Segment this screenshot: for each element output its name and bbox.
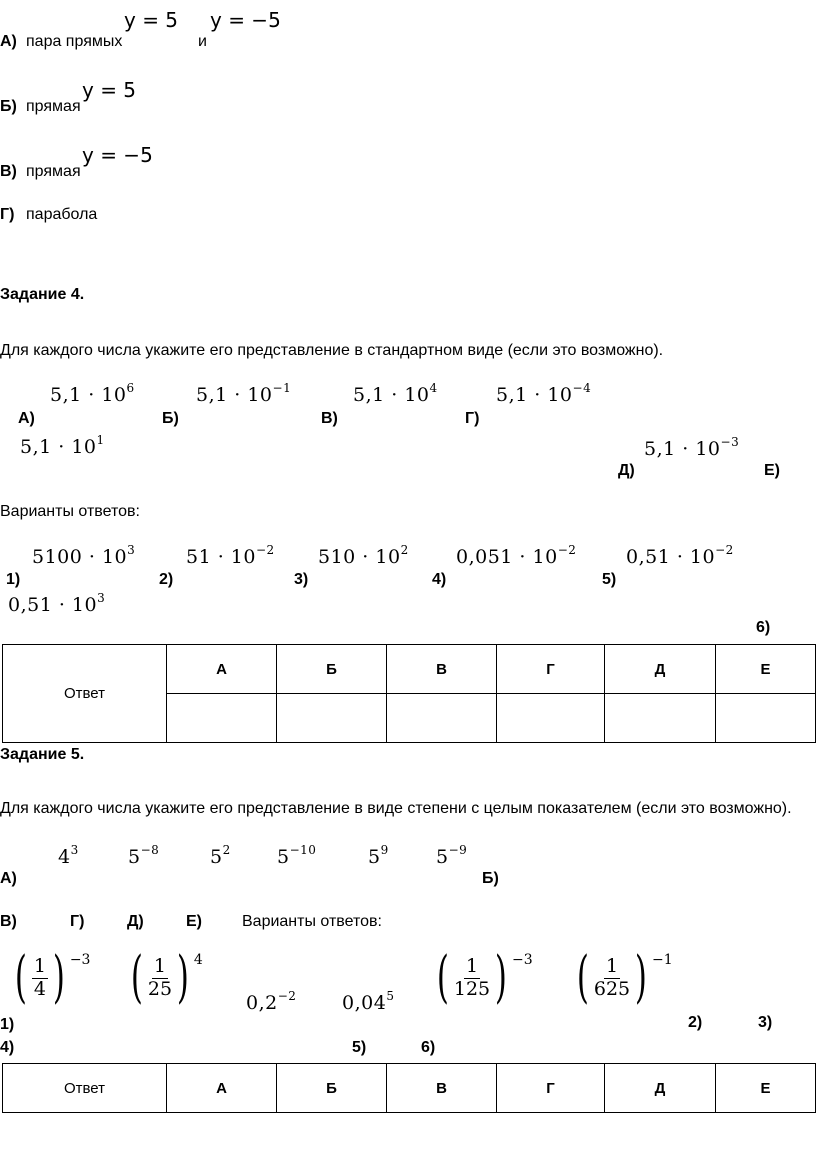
task4-title: Задание 4. [0,286,85,303]
task5-variant-label-5: 5) [352,1039,367,1056]
answer-cell-e[interactable] [716,694,816,743]
task4-variant-1-label: 1) [6,571,21,588]
task4-item-d-label: Д) [618,462,635,479]
answer-cell-g[interactable] [497,694,605,743]
option-g-label: Г) [0,206,15,223]
answer-header-b: Б [277,645,387,694]
answer-header-g: Г [497,1064,605,1113]
task5-variant-2-value: ( 1 25 ) 4 [130,945,203,1010]
task5-label-d: Д) [127,913,144,930]
task4-item-e-label: Е) [764,462,780,479]
answer-header-d: Д [605,1064,716,1113]
answer-header-a: А [167,645,277,694]
answer-row-label: Ответ [3,645,167,743]
task4-item-a-value: $5,1 \cdot 10^6$ [50,381,135,406]
task4-variant-5-value: $0,51 \cdot 10^{-2}$ [626,543,734,568]
task4-item-e-value: $5,1 \cdot 10^{-3}$ [644,435,740,460]
task4-item-b-value: $5,1 \cdot 10^{-1}$ [196,381,292,406]
answer-header-v: В [387,645,497,694]
task4-item-v-label: В) [321,410,338,427]
task5-label-g: Г) [70,913,85,930]
answer-header-d: Д [605,645,716,694]
equation-y-5: y = 5 [124,8,179,32]
task4-variant-4-value: $0,051 \cdot 10^{-2}$ [456,543,577,568]
answer-cell-b[interactable] [277,694,387,743]
answer-header-e: Е [716,1064,816,1113]
task5-item-b-value: $5^{-8}$ [128,843,160,868]
task5-item-v-value: $5^2$ [210,843,231,868]
task5-variant-6-value: ( 1 625 ) −1 [576,945,673,1010]
task4-variant-5-label: 5) [602,571,617,588]
task4-variant-6-label: 6) [756,619,771,636]
task5-item-e-value: $5^{-9}$ [436,843,468,868]
task4-variant-2-label: 2) [159,571,174,588]
task5-variant-1-value: ( 1 4 ) −3 [14,945,91,1010]
option-a-and: и [198,33,207,50]
equation-y-minus-5: y = −5 [210,8,281,32]
option-v-text: прямая [26,163,81,180]
task4-variant-6-value: $0,51 \cdot 10^3$ [8,591,106,616]
task5-variant-label-4: 4) [0,1039,15,1056]
option-b-label: Б) [0,98,17,115]
task4-variants-title: Варианты ответов: [0,503,140,520]
task5-variant-label-2: 2) [688,1014,703,1031]
task4-variant-4-label: 4) [432,571,447,588]
task5-variant-label-6: 6) [421,1039,436,1056]
task5-item-g-value: $5^{-10}$ [277,843,317,868]
task4-item-b-label: Б) [162,410,179,427]
task5-label-v: В) [0,913,17,930]
task4-variant-2-value: $51 \cdot 10^{-2}$ [186,543,275,568]
task5-label-b: Б) [482,870,499,887]
task4-variant-3-label: 3) [294,571,309,588]
equation-y-5: y = 5 [82,78,137,102]
task5-variant-3-value: $0,2^{-2}$ [246,989,297,1014]
task4-variant-1-value: $5100 \cdot 10^3$ [32,543,136,568]
answer-header-e: Е [716,645,816,694]
answer-cell-v[interactable] [387,694,497,743]
equation-y-minus-5: y = −5 [82,143,153,167]
task5-prompt: Для каждого числа укажите его представление в виде степени с целым показателем (если это возможно). [0,800,792,817]
answer-header-a: А [167,1064,277,1113]
task4-item-v-value: $5,1 \cdot 10^4$ [353,381,438,406]
task4-item-a-label: А) [18,410,35,427]
answer-header-v: В [387,1064,497,1113]
task5-answer-table [2,1063,816,1113]
task4-prompt: Для каждого числа укажите его представление в стандартном виде (если это возможно). [0,342,664,359]
task5-variant-5-value: ( 1 125 ) −3 [436,945,533,1010]
task5-label-a: А) [0,870,17,887]
task5-variants-title: Варианты ответов: [242,913,382,930]
answer-cell-a[interactable] [167,694,277,743]
task5-variant-4-value: 0,04$^5$ [342,989,395,1014]
task4-variant-3-value: $510 \cdot 10^2$ [318,543,409,568]
task4-item-g-label: Г) [465,410,480,427]
option-a-label: А) [0,33,17,50]
option-v-label: В) [0,163,17,180]
option-b-text: прямая [26,98,81,115]
task5-variant-label-3: 3) [758,1014,773,1031]
task4-item-g-value: $5,1 \cdot 10^{-4}$ [496,381,592,406]
answer-header-b: Б [277,1064,387,1113]
option-a-text: пара прямых [26,33,123,50]
answer-row-label: Ответ [3,1064,167,1113]
task5-variant-label-1: 1) [0,1016,15,1033]
answer-cell-d[interactable] [605,694,716,743]
task4-answer-table [2,644,816,743]
option-g-text: парабола [26,206,98,223]
task5-title: Задание 5. [0,746,85,763]
task5-item-a-value: $4^3$ [58,843,79,868]
task4-item-d-value: $5,1 \cdot 10^1$ [20,433,105,458]
task5-label-e: Е) [186,913,202,930]
answer-header-g: Г [497,645,605,694]
task5-item-d-value: $5^9$ [368,843,389,868]
